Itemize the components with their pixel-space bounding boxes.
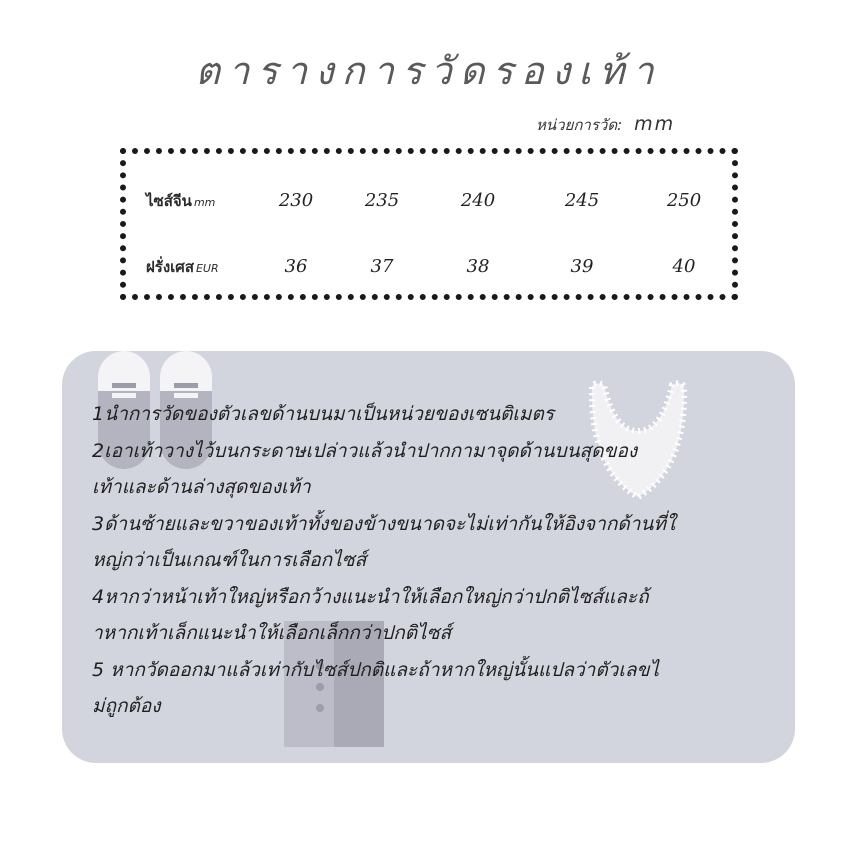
page-title: ตารางการวัดรองเท้า (195, 49, 662, 93)
size-cell: 36 (284, 256, 308, 277)
instruction-line: ม่ถูกต้อง (92, 695, 161, 717)
size-cell: 39 (570, 256, 594, 277)
row-label-text: ไซส์จีน (146, 192, 192, 210)
size-cell: 230 (278, 190, 314, 211)
instruction-line: 1นำการวัดของตัวเลขด้านบนมาเป็นหน่วยของเซนติเมตร (92, 403, 554, 425)
instruction-line: เท้าและด้านล่างสุดของเท้า (92, 476, 311, 498)
row-label-text: ฝรั่งเศส (146, 258, 194, 276)
size-row-china (126, 186, 732, 216)
size-cell: 250 (666, 190, 702, 211)
size-cell: 245 (564, 190, 600, 211)
instructions-panel (62, 351, 795, 763)
size-cell: 37 (370, 256, 394, 277)
instruction-line: 3ด้านซ้ายและขวาของเท้าทั้งของข้างขนาดจะไม่เท่ากันให้อิงจากด้านที่ใ (92, 512, 676, 535)
unit-value: mm (634, 113, 676, 135)
unit-label (536, 113, 675, 137)
instruction-line: 4หากว่าหน้าเท้าใหญ่หรือกว้างแนะนำให้เลือกใหญ่กว่าปกติไซส์และถ้ (92, 585, 649, 608)
row-unit: EUR (195, 262, 219, 275)
row-label (146, 186, 215, 218)
instruction-line: หญ่กว่าเป็นเกณฑ์ในการเลือกไซส์ (92, 549, 367, 571)
size-table (120, 148, 738, 300)
instruction-line: าหากเท้าเล็กแนะนำให้เลือกเล็กกว่าปกติไซส์ (92, 622, 452, 644)
row-unit: mm (193, 196, 216, 209)
instruction-line: 2เอาเท้าวางไว้บนกระดาษเปล่าวแล้วนำปากกามาจุดด้านบนสุดของ (92, 439, 638, 462)
size-cell: 38 (466, 256, 490, 277)
measuring-instructions (92, 396, 792, 725)
instruction-line: 5 หากวัดออกมาแล้วเท่ากับไซส์ปกติและถ้าหากใหญ่นั้นแปลว่าตัวเลขไ (92, 658, 660, 681)
size-cell: 235 (364, 190, 400, 211)
size-cell: 40 (672, 256, 696, 277)
row-label (146, 252, 219, 284)
unit-label-text: หน่วยการวัด: (536, 116, 623, 134)
size-cell: 240 (460, 190, 496, 211)
size-row-eur (126, 252, 732, 282)
